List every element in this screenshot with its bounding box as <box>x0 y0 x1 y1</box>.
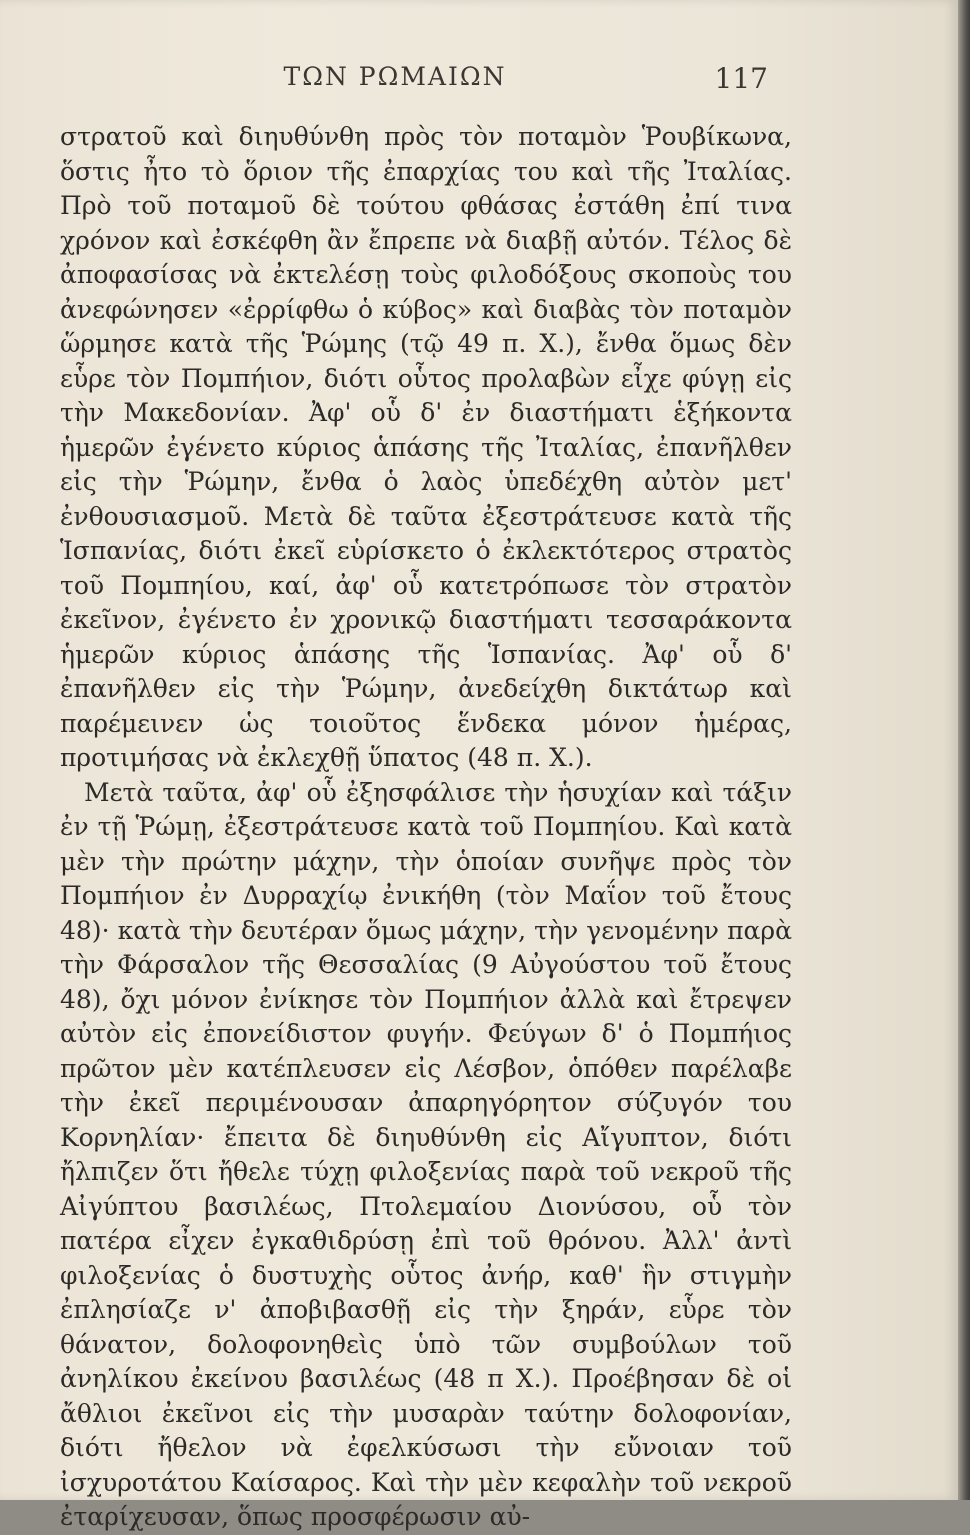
page-header <box>0 62 958 102</box>
paragraph: Μετὰ ταῦτα, ἀφ' οὗ ἐξησφάλισε τὴν ἡσυχίαν καὶ τάξιν ἐν τῇ Ῥώμῃ, ἐξεστράτευσε κατὰ τοῦ Πομπηίου. Καὶ κατὰ μὲν τὴν πρώτην μάχην, τὴν ὁποίαν συνῆψε πρὸς τὸν Πομπήιον ἐν Δυρραχίῳ ἐνικήθη (τὸν Μαΐον τοῦ ἔτους 48)· κατὰ τὴν δευτέραν ὅμως μάχην, τὴν γενομένην παρὰ τὴν Φάρσαλον τῆς Θεσσαλίας (9 Αὐγούστου τοῦ ἔτους 48), ὄχι μόνον ἐνίκησε τὸν Πομπήιον ἀλλὰ καὶ ἔτρεψεν αὐτὸν εἰς ἐπονείδιστον φυγήν. Φεύγων δ' ὁ Πομπήιος πρῶτον μὲν κατέπλευσεν εἰς Λέσβον, ὁπόθεν παρέλαβε τὴν ἐκεῖ περιμένουσαν ἀπαρηγόρητον σύζυγόν του Κορνηλίαν· ἔπειτα δὲ διηυθύνθη εἰς Αἴγυπτον, διότι ἤλπιζεν ὅτι ἤθελε τύχῃ φιλοξενίας παρὰ τοῦ νεκροῦ τῆς Αἰγύπτου βασιλέως, Πτολεμαίου Διονύσου, οὗ τὸν πατέρα εἶχεν ἐγκαθιδρύσῃ ἐπὶ τοῦ θρόνου. Ἀλλ' ἀντὶ φιλοξενίας ὁ δυστυχὴς οὗτος ἀνήρ, καθ' ἣν στιγμὴν ἐπλησίαζε ν' ἀποβιβασθῇ εἰς τὴν ξηράν, εὗρε τὸν θάνατον, δολοφονηθεὶς ὑπὸ τῶν συμβούλων τοῦ ἀνηλίκου ἐκείνου βασιλέως (48 π Χ.). Προέβησαν δὲ οἱ ἄθλιοι ἐκεῖνοι εἰς τὴν μυσαρὰν ταύτην δολοφονίαν, διότι ἤθελον νὰ ἐφελκύσωσι τὴν εὔνοιαν τοῦ ἰσχυροτάτου Καίσαρος. Καὶ τὴν μὲν κεφαλὴν τοῦ νεκροῦ ἐταρίχευσαν, ὅπως προσφέρωσιν αὐ- <box>60 777 792 1531</box>
page-number: 117 <box>714 62 768 95</box>
running-head: ΤΩΝ ΡΩΜΑΙΩΝ <box>283 62 507 91</box>
paragraph-continued: στρατοῦ καὶ διηυθύνθη πρὸς τὸν ποταμὸν Ῥουβίκωνα, ὅστις ἦτο τὸ ὅριον τῆς ἐπαρχίας του καὶ τῆς Ἰταλίας. Πρὸ τοῦ ποταμοῦ δὲ τούτου φθάσας ἐστάθη ἐπί τινα χρόνον καὶ ἐσκέφθη ἂν ἔπρεπε νὰ διαβῇ αὐτόν. Τέλος δὲ ἀποφασίσας νὰ ἐκτελέσῃ τοὺς φιλοδόξους σκοποὺς του ἀνεφώνησεν «ἐρρίφθω ὁ κύβος» καὶ διαβὰς τὸν ποταμὸν ὥρμησε κατὰ τῆς Ῥώμης (τῷ 49 π. Χ.), ἔνθα ὅμως δὲν εὗρε τὸν Πομπήιον, διότι οὗτος προλαβὼν εἶχε φύγῃ εἰς τὴν Μακεδονίαν. Ἀφ' οὗ δ' ἐν διαστήματι ἑξήκοντα ἡμερῶν ἐγένετο κύριος ἁπάσης τῆς Ἰταλίας, ἐπανῆλθεν εἰς τὴν Ῥώμην, ἔνθα ὁ λαὸς ὑπεδέχθη αὐτὸν μετ' ἐνθουσιασμοῦ. Μετὰ δὲ ταῦτα ἐξεστράτευσε κατὰ τῆς Ἱσπανίας, διότι ἐκεῖ εὑρίσκετο ὁ ἐκλεκτότερος στρατὸς τοῦ Πομπηίου, καί, ἀφ' οὗ κατετρόπωσε τὸν στρατὸν ἐκεῖνον, ἐγένετο ἐν χρονικῷ διαστήματι τεσσαράκοντα ἡμερῶν κύριος ἁπάσης τῆς Ἱσπανίας. Ἀφ' οὗ δ' ἐπανῆλθεν εἰς τὴν Ῥώμην, ἀνεδείχθη δικτάτωρ καὶ παρέμεινεν ὡς τοιοῦτος ἕνδεκα μόνον ἡμέρας, προτιμήσας νὰ ἐκλεχθῇ ὕπατος (48 π. Χ.). <box>60 122 792 772</box>
book-spine-edge <box>958 0 970 1500</box>
body-text <box>60 120 792 1535</box>
